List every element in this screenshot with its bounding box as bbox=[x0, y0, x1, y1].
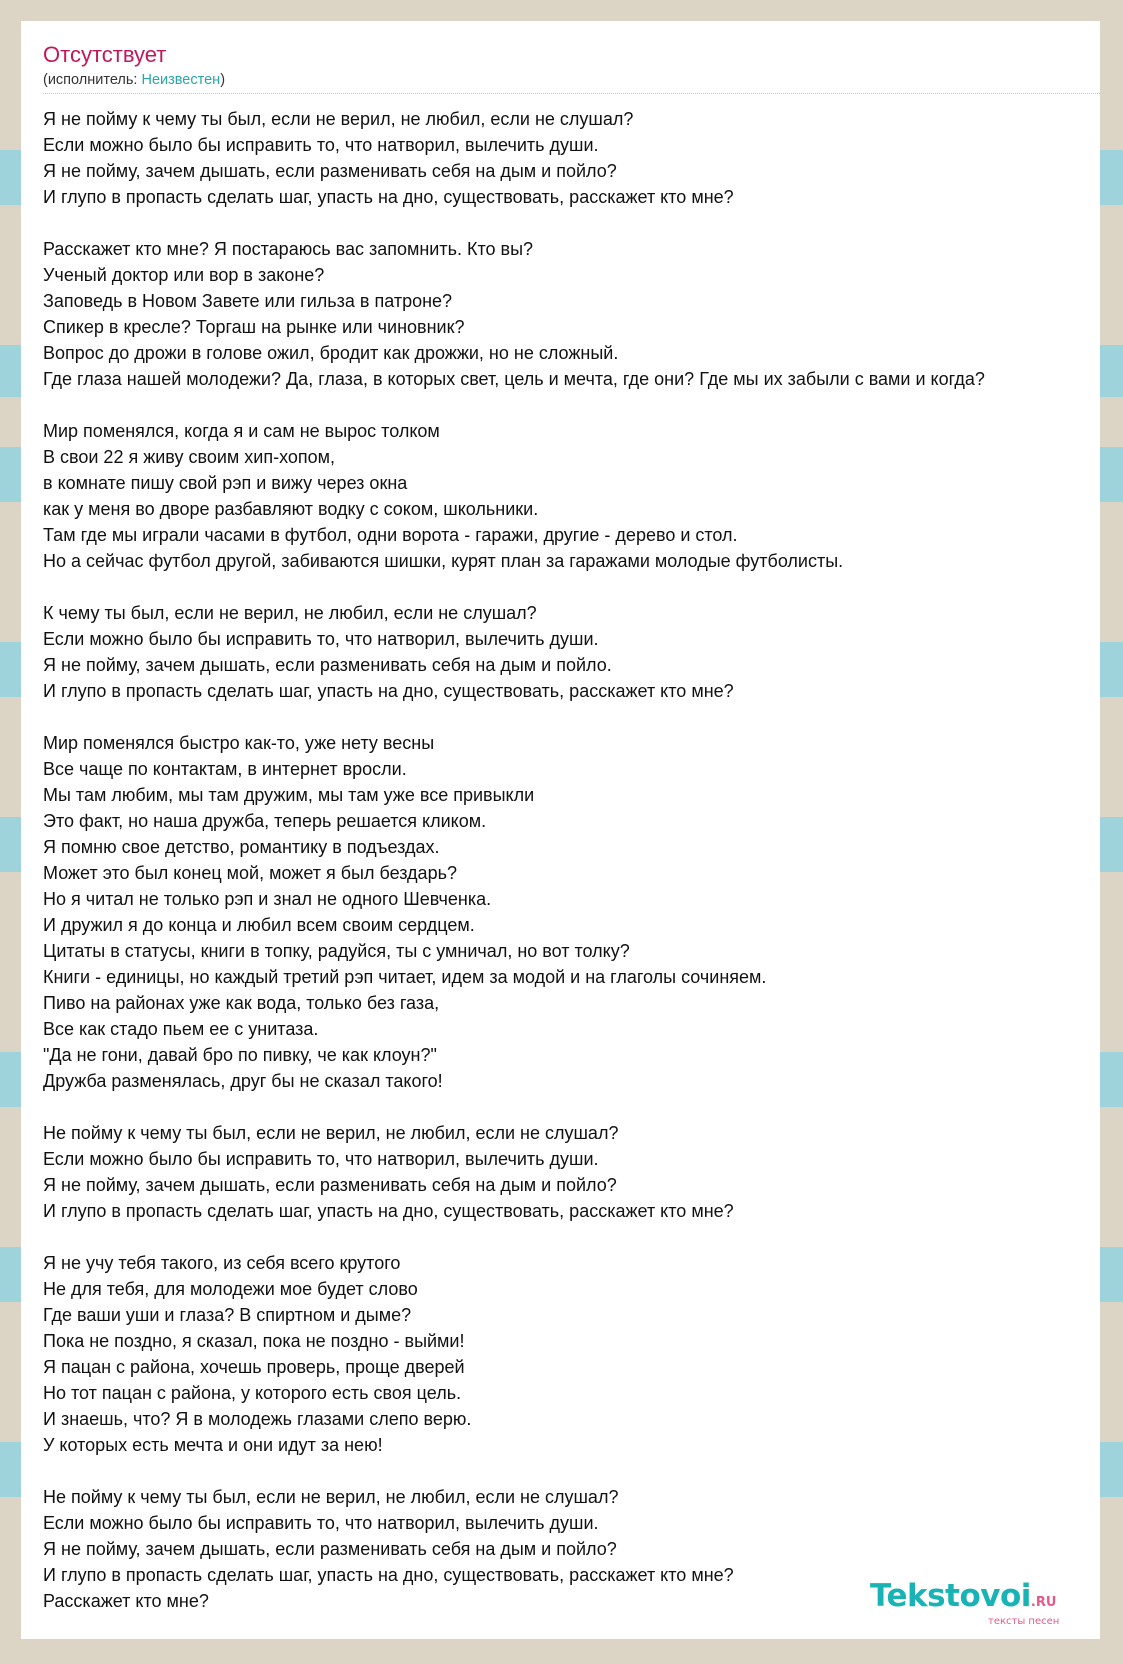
lyric-line: И дружил я до конца и любил всем своим сердцем. bbox=[43, 915, 475, 935]
lyric-line: Все чаще по контактам, в интернет вросли. bbox=[43, 759, 407, 779]
lyric-line: В свои 22 я живу своим хип-хопом, bbox=[43, 447, 336, 467]
lyric-line: Там где мы играли часами в футбол, одни ворота - гаражи, другие - дерево и стол. bbox=[43, 525, 738, 545]
lyrics-page bbox=[21, 21, 1100, 1639]
lyric-line: К чему ты был, если не верил, не любил, если не слушал? bbox=[43, 603, 537, 623]
lyric-line: Заповедь в Новом Завете или гильза в патроне? bbox=[43, 291, 453, 311]
lyric-line: Если можно было бы исправить то, что натворил, вылечить души. bbox=[43, 135, 599, 155]
lyric-line: Мы там любим, мы там дружим, мы там уже все привыкли bbox=[43, 785, 535, 805]
lyric-line: Но а сейчас футбол другой, забиваются шишки, курят план за гаражами молодые футболисты. bbox=[43, 551, 844, 571]
lyric-line: как у меня во дворе разбавляют водку с соком, школьники. bbox=[43, 499, 539, 519]
lyric-line: Я не пойму к чему ты был, если не верил, не любил, если не слушал? bbox=[43, 109, 634, 129]
logo-tld: .RU bbox=[1030, 1595, 1057, 1610]
site-logo[interactable] bbox=[870, 1578, 1080, 1627]
lyric-line: Если можно было бы исправить то, что натворил, вылечить души. bbox=[43, 629, 599, 649]
lyric-line: Пиво на районах уже как вода, только без газа, bbox=[43, 993, 440, 1013]
lyric-line: Не для тебя, для молодежи мое будет слово bbox=[43, 1279, 418, 1299]
lyric-line: Я не учу тебя такого, из себя всего крутого bbox=[43, 1253, 401, 1273]
lyric-line: Расскажет кто мне? bbox=[43, 1591, 209, 1611]
lyric-line: Но тот пацан с района, у которого есть своя цель. bbox=[43, 1383, 462, 1403]
lyrics-stanza bbox=[43, 106, 1123, 210]
lyric-line: Мир поменялся, когда я и сам не вырос толком bbox=[43, 421, 440, 441]
lyric-line: Где ваши уши и глаза? В спиртном и дыме? bbox=[43, 1305, 412, 1325]
lyric-line: И глупо в пропасть сделать шаг, упасть на дно, существовать, расскажет кто мне? bbox=[43, 187, 734, 207]
lyrics-body bbox=[43, 106, 1123, 1640]
lyric-line: Это факт, но наша дружба, теперь решается кликом. bbox=[43, 811, 487, 831]
lyrics-stanza bbox=[43, 730, 1123, 1094]
logo-main-text: Tekstovoi bbox=[870, 1578, 1031, 1614]
lyric-line: Я не пойму, зачем дышать, если разменивать себя на дым и пойло. bbox=[43, 655, 612, 675]
lyric-line: И глупо в пропасть сделать шаг, упасть на дно, существовать, расскажет кто мне? bbox=[43, 681, 734, 701]
lyric-line: И знаешь, что? Я в молодежь глазами слепо верю. bbox=[43, 1409, 472, 1429]
lyrics-stanza bbox=[43, 1250, 1123, 1458]
song-title: Отсутствует bbox=[43, 42, 167, 67]
lyric-line: Я не пойму, зачем дышать, если разменивать себя на дым и пойло? bbox=[43, 161, 617, 181]
lyric-line: Вопрос до дрожи в голове ожил, бродит как дрожжи, но не сложный. bbox=[43, 343, 619, 363]
lyric-line: Пока не поздно, я сказал, пока не поздно - выйми! bbox=[43, 1331, 465, 1351]
lyric-line: Если можно было бы исправить то, что натворил, вылечить души. bbox=[43, 1513, 599, 1533]
lyric-line: Я пацан с района, хочешь проверь, проще дверей bbox=[43, 1357, 465, 1377]
lyric-line: Дружба разменялась, друг бы не сказал такого! bbox=[43, 1071, 443, 1091]
lyric-line: Мир поменялся быстро как-то, уже нету весны bbox=[43, 733, 435, 753]
logo-wordmark bbox=[870, 1578, 1056, 1614]
lyrics-stanza bbox=[43, 1120, 1123, 1224]
lyric-line: Все как стадо пьем ее с унитаза. bbox=[43, 1019, 319, 1039]
dotted-divider bbox=[43, 93, 1100, 94]
lyric-line: Ученый доктор или вор в законе? bbox=[43, 265, 325, 285]
lyric-line: Цитаты в статусы, книги в топку, радуйся, ты с умничал, но вот толку? bbox=[43, 941, 630, 961]
lyrics-stanza bbox=[43, 236, 1123, 392]
performer-line bbox=[43, 72, 225, 88]
lyric-line: Если можно было бы исправить то, что натворил, вылечить души. bbox=[43, 1149, 599, 1169]
performer-prefix: (исполнитель: bbox=[43, 72, 142, 88]
lyric-line: Я не пойму, зачем дышать, если разменивать себя на дым и пойло? bbox=[43, 1175, 617, 1195]
lyric-line: "Да не гони, давай бро по пивку, че как клоун?" bbox=[43, 1045, 437, 1065]
lyric-line: У которых есть мечта и они идут за нею! bbox=[43, 1435, 383, 1455]
lyric-line: Расскажет кто мне? Я постараюсь вас запомнить. Кто вы? bbox=[43, 239, 534, 259]
performer-suffix: ) bbox=[220, 72, 226, 88]
performer-link[interactable]: Неизвестен bbox=[141, 72, 221, 88]
lyric-line: И глупо в пропасть сделать шаг, упасть на дно, существовать, расскажет кто мне? bbox=[43, 1201, 734, 1221]
lyric-line: Я помню свое детство, романтику в подъездах. bbox=[43, 837, 440, 857]
lyric-line: Не пойму к чему ты был, если не верил, не любил, если не слушал? bbox=[43, 1487, 619, 1507]
lyric-line: Может это был конец мой, может я был бездарь? bbox=[43, 863, 457, 883]
lyric-line: Не пойму к чему ты был, если не верил, не любил, если не слушал? bbox=[43, 1123, 619, 1143]
lyric-line: в комнате пишу свой рэп и вижу через окна bbox=[43, 473, 408, 493]
lyric-line: Где глаза нашей молодежи? Да, глаза, в которых свет, цель и мечта, где они? Где мы их забыли с вами и когда? bbox=[43, 369, 985, 389]
lyric-line: И глупо в пропасть сделать шаг, упасть на дно, существовать, расскажет кто мне? bbox=[43, 1565, 734, 1585]
lyrics-stanza bbox=[43, 418, 1123, 574]
lyric-line: Я не пойму, зачем дышать, если разменивать себя на дым и пойло? bbox=[43, 1539, 617, 1559]
lyrics-stanza bbox=[43, 600, 1123, 704]
lyric-line: Книги - единицы, но каждый третий рэп читает, идем за модой и на глаголы сочиняем. bbox=[43, 967, 767, 987]
logo-tagline: тексты песен bbox=[988, 1616, 1060, 1627]
lyric-line: Но я читал не только рэп и знал не одного Шевченка. bbox=[43, 889, 492, 909]
lyric-line: Спикер в кресле? Торгаш на рынке или чиновник? bbox=[43, 317, 465, 337]
